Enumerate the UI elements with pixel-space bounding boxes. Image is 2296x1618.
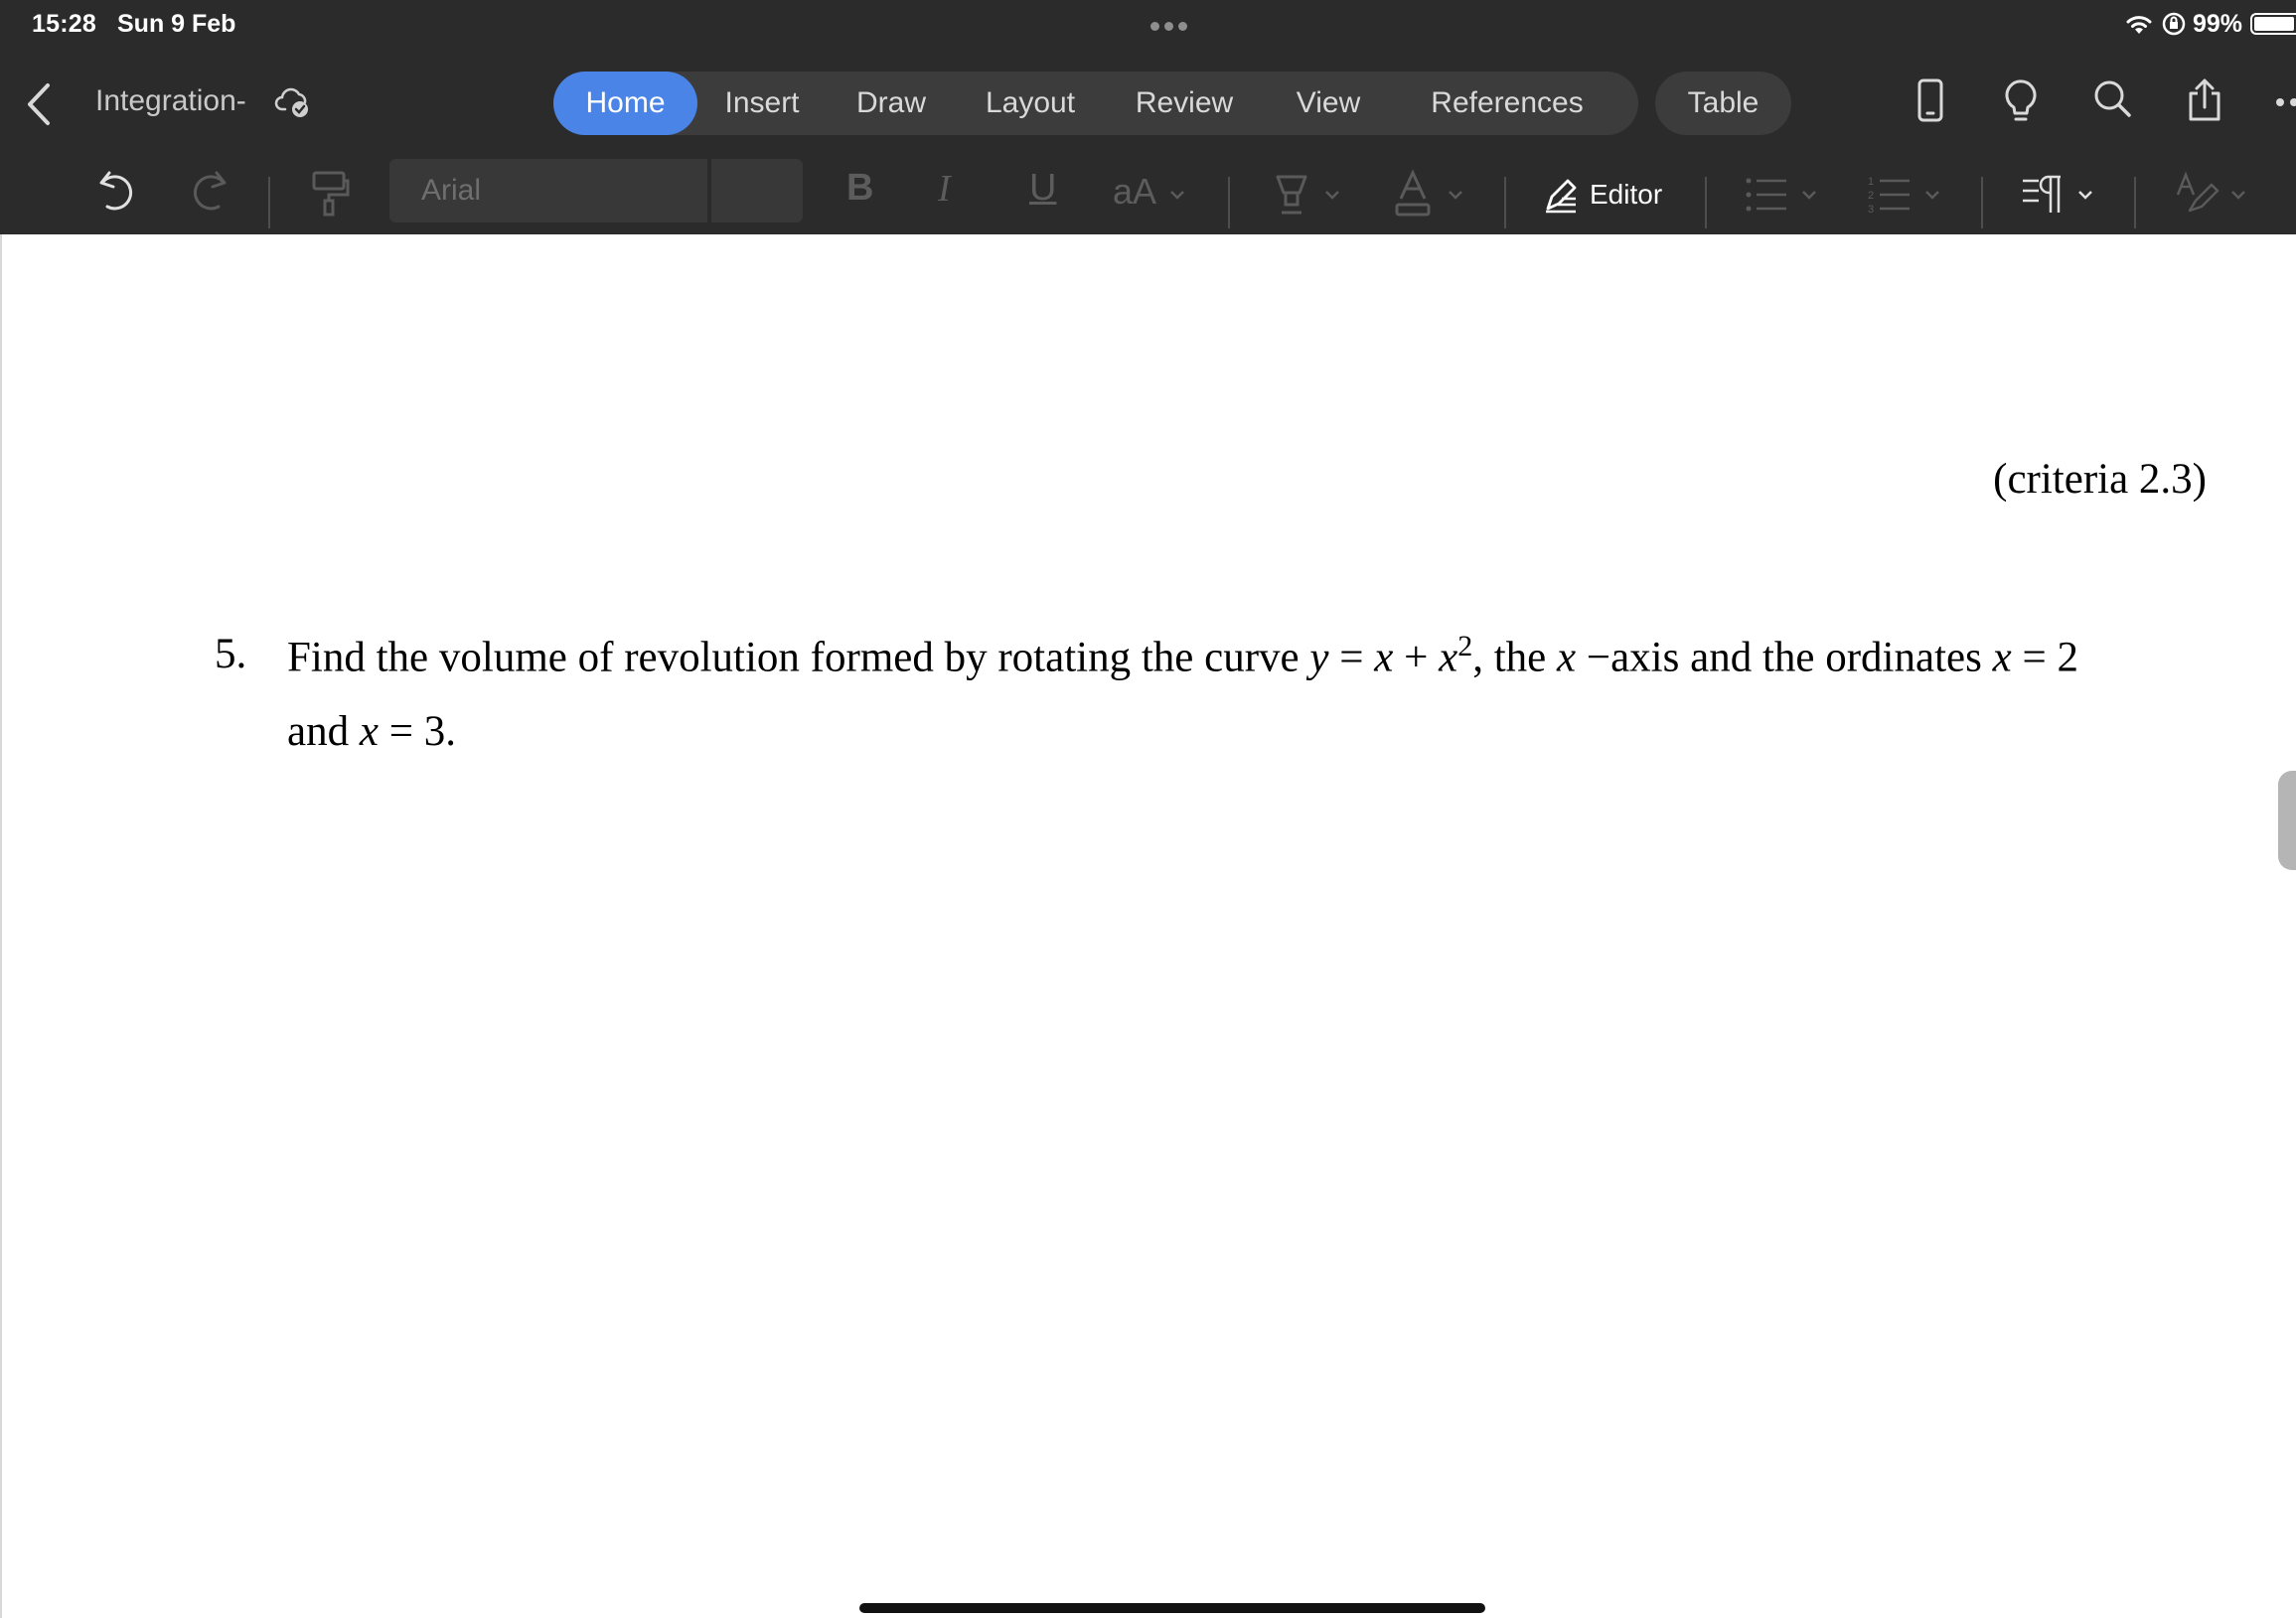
styles-icon[interactable]	[2176, 171, 2219, 217]
search-icon[interactable]	[2092, 77, 2132, 121]
font-size-field[interactable]	[711, 159, 803, 222]
status-time: 15:28	[32, 10, 96, 38]
chevron-down-icon[interactable]	[1447, 189, 1464, 201]
toolbar-divider	[1228, 177, 1230, 228]
toolbar-divider	[2134, 177, 2136, 228]
font-name-field[interactable]: Arial	[389, 159, 707, 222]
undo-icon[interactable]	[95, 167, 139, 215]
math-variable: x	[1992, 634, 2012, 681]
editor-label: Editor	[1590, 179, 1663, 210]
toolbar-divider	[1504, 177, 1506, 228]
format-painter-icon[interactable]	[310, 169, 350, 217]
criteria-label: (criteria 2.3)	[1993, 456, 2207, 503]
math-variable: y	[1309, 634, 1329, 681]
document-canvas[interactable]	[0, 234, 2296, 1618]
math-variable: x	[359, 708, 379, 755]
bullet-list-icon[interactable]	[1745, 175, 1788, 215]
numbered-list-icon[interactable]	[1868, 173, 1912, 217]
chevron-down-icon[interactable]	[1800, 189, 1818, 201]
editor-pen-icon	[1542, 175, 1580, 215]
status-date: Sun 9 Feb	[117, 10, 236, 38]
tab-insert[interactable]: Insert	[724, 86, 800, 119]
question-text: and	[287, 708, 360, 755]
document-title[interactable]: Integration-	[95, 84, 246, 117]
toolbar-divider	[268, 177, 270, 228]
ribbon-tabs	[553, 72, 1638, 135]
editor-button[interactable]	[1542, 173, 1662, 217]
share-icon[interactable]	[2184, 77, 2225, 123]
paragraph-formatting-icon[interactable]	[2021, 173, 2065, 217]
redo-icon[interactable]	[187, 167, 230, 215]
toolbar-divider	[1705, 177, 1707, 228]
status-bar	[0, 0, 2296, 48]
question-number: 5.	[215, 631, 247, 677]
math-operator: +	[1393, 634, 1440, 681]
toolbar-divider	[1981, 177, 1983, 228]
tab-view[interactable]: View	[1296, 86, 1361, 119]
math-operator: = 3.	[378, 708, 456, 755]
multitasking-dots-icon[interactable]	[1150, 18, 1192, 36]
svg-text:2: 2	[1868, 190, 1875, 202]
tab-references[interactable]: References	[1431, 86, 1584, 119]
battery-icon	[2250, 13, 2296, 35]
home-ribbon-toolbar	[0, 159, 2296, 234]
math-operator: =	[1328, 634, 1375, 681]
italic-button[interactable]: I	[938, 168, 951, 210]
phone-layout-icon[interactable]	[1915, 77, 1945, 123]
battery-percent: 99%	[2192, 9, 2242, 38]
cloud-saved-icon[interactable]	[274, 85, 314, 119]
tab-review[interactable]: Review	[1135, 86, 1234, 119]
math-exponent: 2	[1457, 630, 1473, 662]
question-line-2	[287, 707, 456, 756]
more-icon[interactable]	[2275, 97, 2296, 107]
highlighter-icon[interactable]	[1272, 171, 1311, 217]
font-size-button[interactable]: aA	[1113, 171, 1157, 212]
side-panel-handle[interactable]	[2278, 771, 2296, 870]
tab-table[interactable]: Table	[1655, 72, 1791, 135]
chevron-down-icon[interactable]	[1923, 189, 1941, 201]
chevron-down-icon[interactable]	[1168, 189, 1186, 201]
math-variable: x	[1374, 634, 1394, 681]
tab-layout[interactable]: Layout	[985, 86, 1076, 119]
wifi-icon	[2123, 12, 2155, 36]
question-text: , the	[1472, 634, 1557, 681]
math-variable: x	[1557, 634, 1577, 681]
bold-button[interactable]: B	[846, 167, 874, 209]
title-tab-bar	[0, 48, 2296, 159]
chevron-down-icon[interactable]	[2229, 189, 2247, 201]
question-line-1	[287, 630, 2078, 681]
chevron-down-icon[interactable]	[2076, 189, 2094, 201]
math-variable: x	[1439, 634, 1458, 681]
lightbulb-icon[interactable]	[2003, 77, 2039, 123]
home-indicator[interactable]	[859, 1603, 1485, 1613]
chevron-down-icon[interactable]	[1323, 189, 1341, 201]
question-text: −axis and the ordinates	[1576, 634, 1993, 681]
svg-text:3: 3	[1868, 204, 1875, 216]
back-chevron-icon[interactable]	[20, 79, 60, 129]
font-color-icon[interactable]	[1393, 169, 1433, 217]
math-operator: = 2	[2011, 634, 2078, 681]
tab-home[interactable]: Home	[553, 72, 697, 135]
underline-button[interactable]: U	[1029, 167, 1057, 209]
tab-draw[interactable]: Draw	[855, 86, 926, 119]
svg-text:1: 1	[1868, 176, 1875, 188]
question-text: Find the volume of revolution formed by rotating the curve	[287, 634, 1310, 681]
orientation-lock-icon	[2161, 11, 2187, 37]
